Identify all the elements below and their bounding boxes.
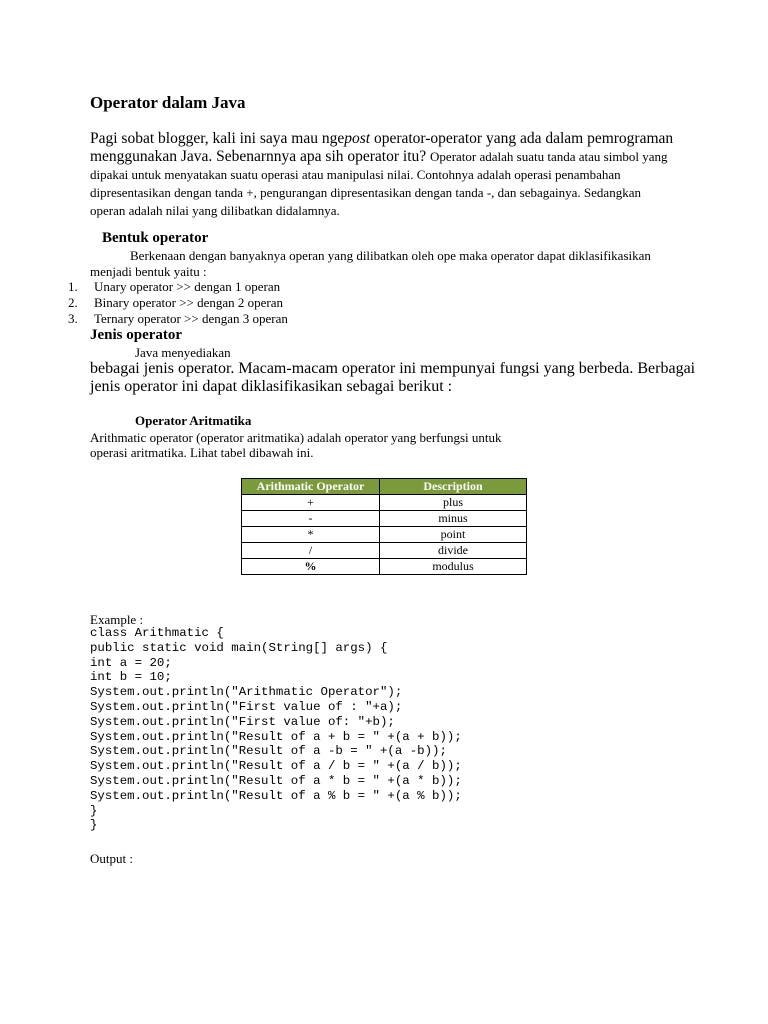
output-label: Output : bbox=[90, 851, 133, 866]
table-cell-operator: - bbox=[242, 511, 380, 527]
table-row bbox=[242, 495, 527, 511]
operator-table bbox=[241, 478, 527, 575]
table-cell-description: plus bbox=[380, 495, 527, 511]
table-cell-operator: / bbox=[242, 543, 380, 559]
code-block: class Arithmatic { public static void main(String[] args) { int a = 20; int b = 10; System.out.println("Arithmatic Operator"); System.out.println("First value of : "+a); System.out.println("First value of: "+b); System.out.println("Result of a + b = " +(a + b)); System.out.println("Result of a -b = " +(a -b)); System.out.println("Result of a / b = " +(a / b)); System.out.println("Result of a * b = " +(a * b)); System.out.println("Result of a % b = " +(a % b)); } } bbox=[90, 626, 462, 833]
intro-text-part3: Operator adalah suatu tanda atau simbol yang dipakai untuk menyatakan suatu operasi atau manipulasi nilai. Contohnya adalah operasi penambahan dipresentasikan dengan tanda +, pengurangan dipresentasikan dengan tanda -, dan sebagainya. Sedangkan operan adalah nilai yang dilibatkan didalamnya. bbox=[90, 149, 668, 218]
jenis-heading: Jenis operator bbox=[90, 327, 183, 343]
table-header-row bbox=[242, 479, 527, 495]
table-header-description: Description bbox=[380, 479, 527, 495]
bentuk-heading: Bentuk operator bbox=[102, 230, 209, 246]
jenis-line-1: bebagai jenis operator. Macam-macam operator ini mempunyai fungsi yang berbeda. Berbagai bbox=[90, 360, 696, 377]
table-row bbox=[242, 559, 527, 575]
aritmatika-line-1: Arithmatic operator (operator aritmatika) adalah operator yang berfungsi untuk bbox=[90, 430, 502, 445]
table-cell-operator: * bbox=[242, 527, 380, 543]
list-item: 1. Unary operator >> dengan 1 operan bbox=[68, 279, 281, 294]
jenis-sub: Java menyediakan bbox=[135, 345, 231, 360]
table-cell-operator: + bbox=[242, 495, 380, 511]
example-label: Example : bbox=[90, 612, 144, 627]
table-cell-description: divide bbox=[380, 543, 527, 559]
intro-paragraph bbox=[90, 130, 675, 220]
bentuk-line-2: menjadi bentuk yaitu : bbox=[90, 264, 207, 279]
aritmatika-heading: Operator Aritmatika bbox=[135, 413, 252, 428]
table-cell-description: point bbox=[380, 527, 527, 543]
bentuk-line-1: Berkenaan dengan banyaknya operan yang dilibatkan oleh ope maka operator dapat diklasifikasikan bbox=[130, 248, 651, 263]
table-cell-description: minus bbox=[380, 511, 527, 527]
table-row bbox=[242, 543, 527, 559]
jenis-line-2: jenis operator ini dapat diklasifikasikan sebagai berikut : bbox=[90, 378, 453, 395]
intro-text-part2: operator-operator yang ada dalam pemrograman menggunakan Java. Sebenarnnya apa sih operator itu? bbox=[90, 130, 674, 165]
intro-text-part1: Pagi sobat blogger, kali ini saya mau nge bbox=[90, 130, 345, 147]
table-header-operator: Arithmatic Operator bbox=[242, 479, 380, 495]
list-item: 2. Binary operator >> dengan 2 operan bbox=[68, 295, 284, 310]
intro-text-italic: post bbox=[344, 130, 371, 147]
page-title: Operator dalam Java bbox=[90, 93, 246, 112]
table-cell-description: modulus bbox=[380, 559, 527, 575]
table-row bbox=[242, 527, 527, 543]
aritmatika-line-2: operasi aritmatika. Lihat tabel dibawah ini. bbox=[90, 445, 314, 460]
table-row bbox=[242, 511, 527, 527]
table-cell-operator: % bbox=[242, 559, 380, 575]
list-item: 3. Ternary operator >> dengan 3 operan bbox=[68, 311, 288, 326]
